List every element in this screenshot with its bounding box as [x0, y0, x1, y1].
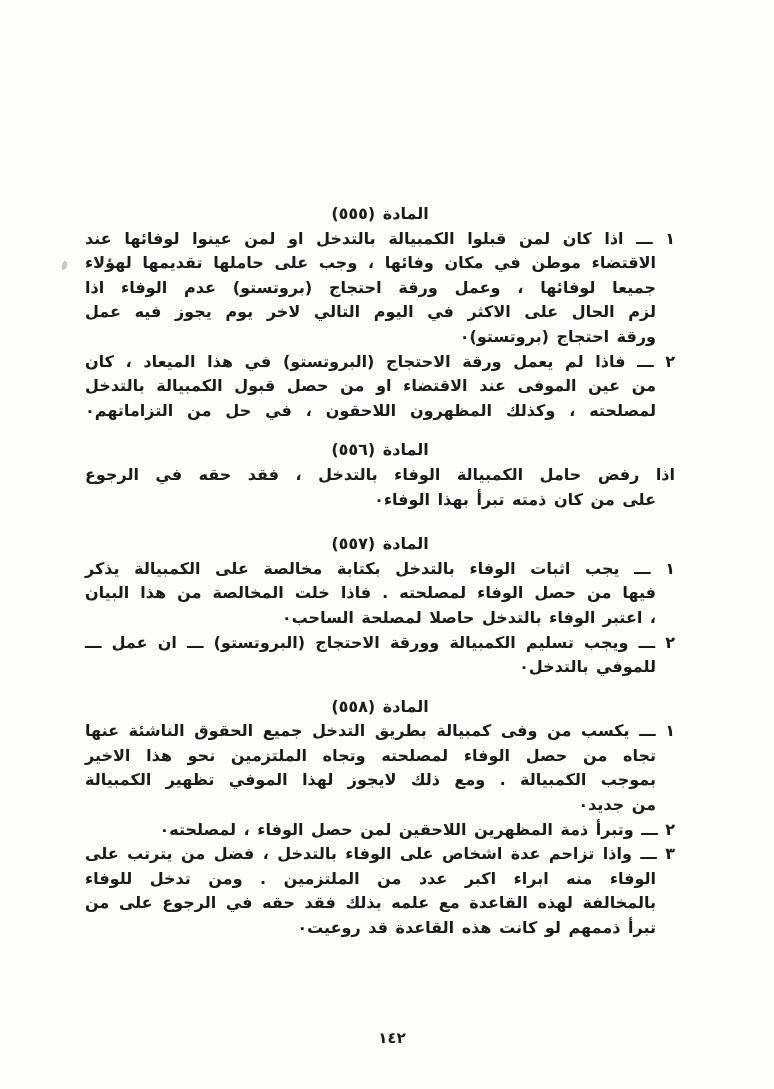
scan-speck [61, 260, 69, 270]
article-555-paragraph-1 [85, 227, 675, 350]
text-line: الوفاء منه ابراء اكبر عدد من الملتزمين . ومن تدخل للوفاء [85, 868, 656, 888]
article-555-paragraph-2 [85, 350, 675, 424]
text-line: ٢ ـــ وتبرأ ذمة المظهرين اللاحقين لمن حصل الوفاء ، لمصلحته٠ [159, 819, 675, 839]
text-line: ٢ ـــ فاذا لم يعمل ورقة الاحتجاج (البروتستو) في هذا الميعاد ، كان [85, 351, 675, 371]
text-line: ورقة احتجاج (بروتستو)٠ [459, 326, 656, 346]
article-556-paragraph-1 [85, 463, 675, 512]
text-line: بالمخالفة لهذه القاعدة مع علمه بذلك فقد حقه في الرجوع على من [85, 893, 656, 913]
text-line: الاقتضاء موطن في مكان وفائها ، وجب على حاملها تقديمها لهؤلاء [85, 253, 656, 273]
text-line: للموفي بالتدخل٠ [519, 657, 656, 677]
article-557-title: المادة (٥٥٧) [331, 534, 429, 554]
text-line: من جديد٠ [578, 795, 656, 815]
text-line: من عين الموفى عند الاقتضاء او من حصل قبول الكمبيالة بالتدخل [85, 376, 656, 396]
text-line: ١ ـــ اذا كان لمن قبلوا الكمبيالة بالتدخل او لمن عينوا لوفائها عند [85, 228, 675, 248]
article-558 [85, 695, 675, 941]
text-line: جميعا لوفائها ، وعمل ورقة احتجاج (بروتستو) عدم الوفاء اذا [85, 277, 656, 297]
article-558-title: المادة (٥٥٨) [331, 696, 429, 716]
text-line: على من كان ذمته تبرأ بهذا الوفاء٠ [374, 489, 656, 509]
text-line: ، اعتبر الوفاء بالتدخل حاصلا لمصلحة الساحب٠ [281, 607, 656, 627]
page-number: ١٤٢ [378, 1029, 406, 1047]
article-556-title: المادة (٥٥٦) [331, 440, 429, 460]
text-line: ٣ ـــ واذا تزاحم عدة اشخاص على الوفاء بالتدخل ، فضل من يترتب على [85, 844, 675, 864]
article-557 [85, 532, 675, 680]
article-557-paragraph-2 [85, 631, 675, 680]
document-text-block [85, 202, 675, 941]
text-line: ٢ ـــ ويجب تسليم الكمبيالة وورقة الاحتجاج (البروتستو) ـــ ان عمل ـــ [85, 632, 675, 652]
text-line: لمصلحته ، وكذلك المظهرون اللاحقون ، في حل من التزاماتهم٠ [85, 400, 656, 420]
article-555 [85, 202, 675, 423]
text-line: لزم الحال على الاكثر في اليوم التالي لاخر يوم يجوز فيه عمل [85, 302, 656, 322]
article-557-paragraph-1 [85, 557, 675, 631]
article-555-title: المادة (٥٥٥) [331, 204, 429, 223]
article-558-paragraph-3 [85, 842, 675, 940]
text-line: تجاه من حصل الوفاء لمصلحته وتجاه الملتزمين نحو هذا الاخير [85, 745, 656, 765]
text-line: ١ ـــ يكسب من وفى كمبيالة بطريق التدخل جميع الحقوق الناشئة عنها [85, 721, 675, 741]
article-558-paragraph-1 [85, 719, 675, 817]
article-558-paragraph-2 [85, 818, 675, 843]
text-line: ١ ـــ يجب اثبات الوفاء بالتدخل بكتابة مخالصة على الكمبيالة يذكر [85, 558, 675, 578]
text-line: اذا رفض حامل الكمبيالة الوفاء بالتدخل ، فقد حقه في الرجوع [85, 464, 675, 484]
text-line: فيها من حصل الوفاء لمصلحته . فاذا خلت المخالصة من هذا البيان [85, 583, 656, 603]
text-line: بموجب الكمبيالة . ومع ذلك لايجوز لهذا الموفي تظهير الكمبيالة [85, 770, 656, 790]
article-556 [85, 438, 675, 512]
text-line: تبرأ ذممهم لو كانت هذه القاعدة قد روعيت٠ [297, 918, 656, 938]
